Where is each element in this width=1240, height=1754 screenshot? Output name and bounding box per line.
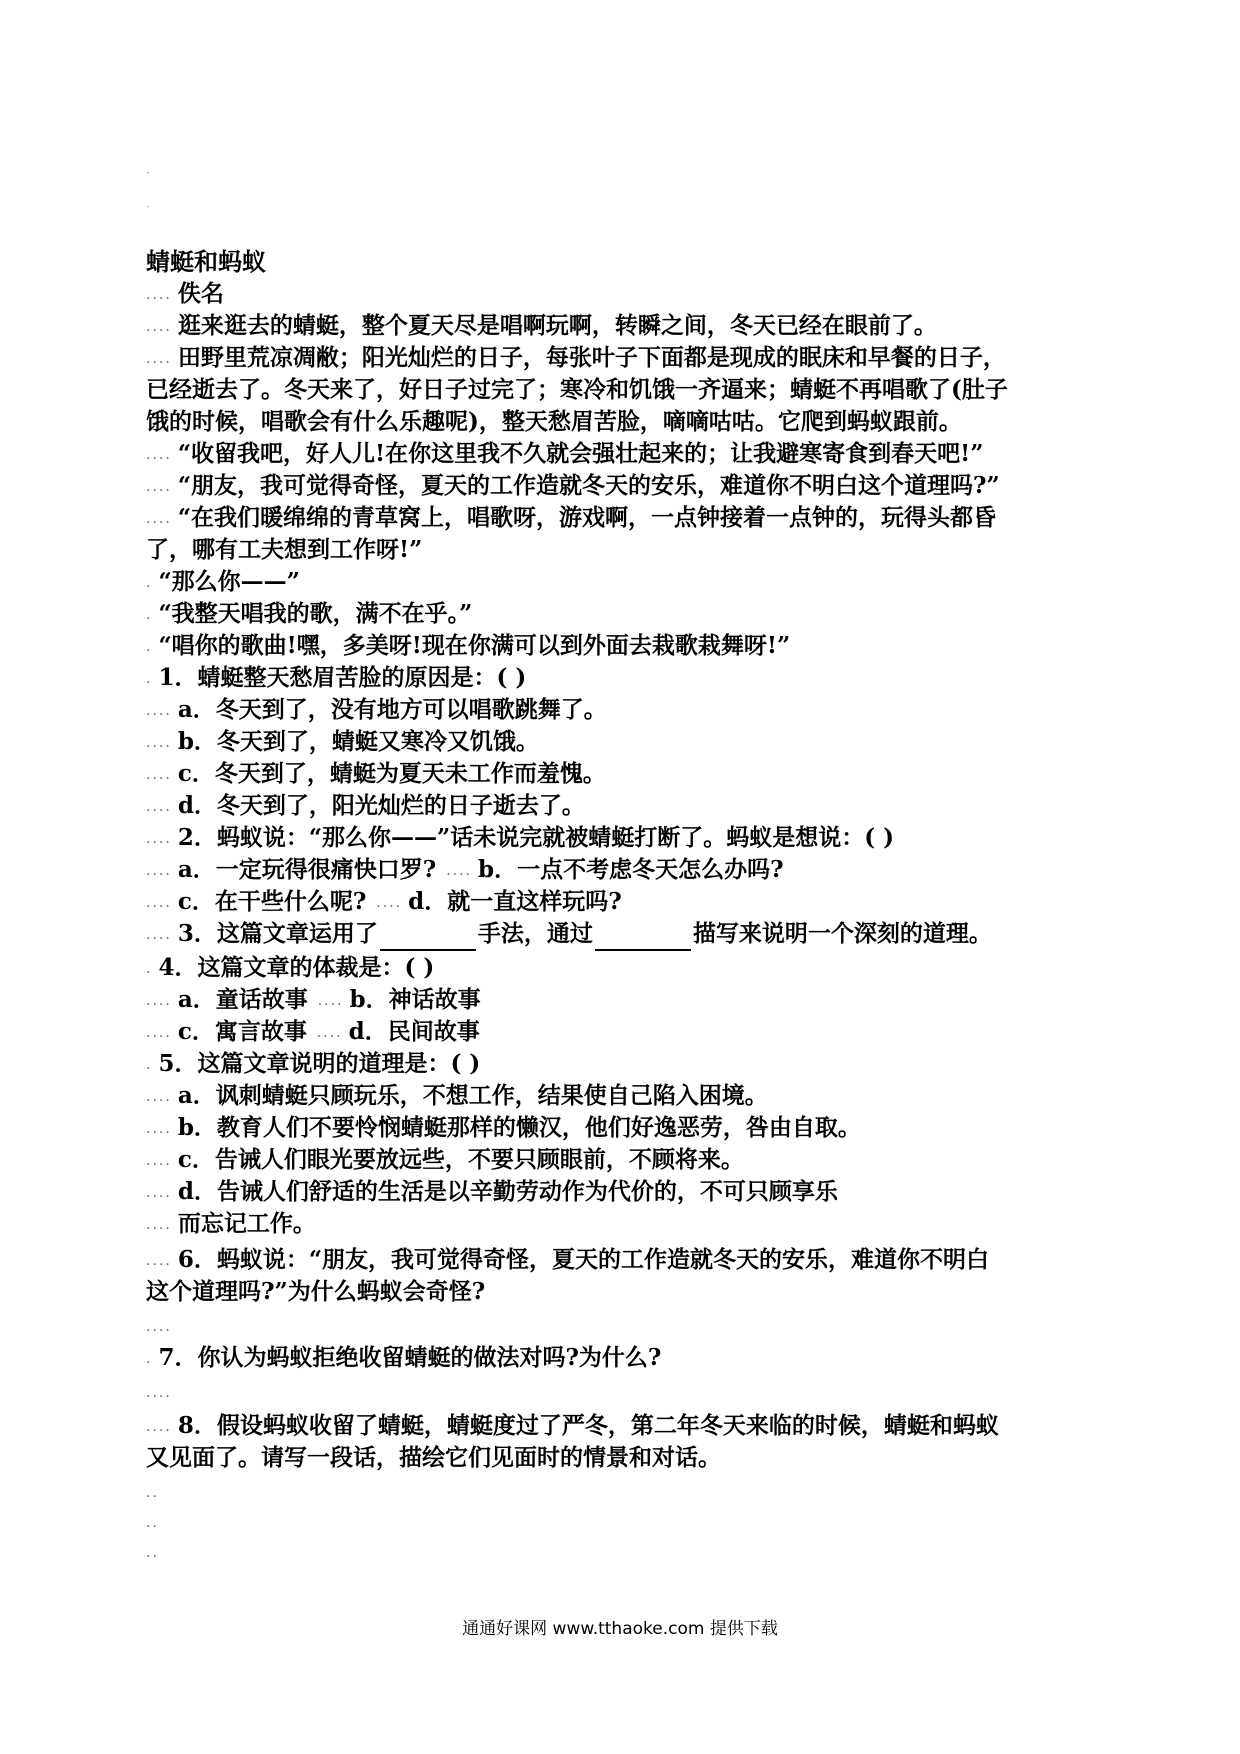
stray-mark: · xyxy=(146,166,150,180)
question-4-options-cd: .... c．寓言故事 .... d．民间故事 xyxy=(146,1018,480,1045)
question-4-option-a: a．童话故事 xyxy=(177,986,308,1013)
question-1-option-d: .... d．冬天到了，阳光灿烂的日子逝去了。 xyxy=(146,792,585,819)
question-2-option-d: d．就一直这样玩吗? xyxy=(408,888,622,915)
question-8-stem-cont: 又见面了。请写一段话，描绘它们见面时的情景和对话。 xyxy=(146,1444,721,1471)
question-2-options-ab: .... a．一定玩得很痛快口罗? .... b．一点不考虑冬天怎么办吗? xyxy=(146,856,784,883)
story-paragraph: .... 田野里荒凉凋敝；阳光灿烂的日子，每张叶子下面都是现成的眠床和早餐的日子， xyxy=(146,344,1006,371)
question-7-stem: . 7．你认为蚂蚁拒绝收留蜻蜓的做法对吗?为什么? xyxy=(146,1344,662,1371)
question-1-option-b: .... b．冬天到了，蜻蜓又寒冷又饥饿。 xyxy=(146,728,539,755)
question-8-answer-space[interactable]: .. xyxy=(146,1515,159,1531)
story-dialogue: . “唱你的歌曲!嘿，多美呀!现在你满可以到外面去栽歌栽舞呀!” xyxy=(146,632,791,659)
question-2-stem: .... 2．蚂蚁说：“那么你——”话未说完就被蜻蜓打断了。蚂蚁是想说：( ) xyxy=(146,824,895,851)
question-5-option-d-cont: .... 而忘记工作。 xyxy=(146,1210,316,1237)
story-dialogue: . “那么你——” xyxy=(146,568,300,595)
question-2-option-c: c．在干些什么呢? xyxy=(177,888,367,915)
question-8-answer-space[interactable]: .. xyxy=(146,1545,159,1561)
story-paragraph: .... 逛来逛去的蜻蜓，整个夏天尽是唱啊玩啊，转瞬之间，冬天已经在眼前了。 xyxy=(146,312,937,339)
question-1-option-a: .... a．冬天到了，没有地方可以唱歌跳舞了。 xyxy=(146,696,607,723)
stray-mark: · xyxy=(146,200,150,214)
question-3-stem: .... 3．这篇文章运用了 手法，通过 描写来说明一个深刻的道理。 xyxy=(146,918,992,951)
question-8-answer-space[interactable]: .. xyxy=(146,1485,159,1501)
question-4-option-d: d．民间故事 xyxy=(348,1018,480,1045)
question-7-answer-space[interactable]: .... xyxy=(146,1385,172,1401)
question-2-option-b: b．一点不考虑冬天怎么办吗? xyxy=(478,856,784,883)
question-4-options-ab: .... a．童话故事 .... b．神话故事 xyxy=(146,986,481,1013)
story-paragraph: 已经逝去了。冬天来了，好日子过完了；寒冷和饥饿一齐逼来；蜻蜓不再唱歌了(肚子 xyxy=(146,376,1008,403)
question-6-stem-cont: 这个道理吗?”为什么蚂蚁会奇怪? xyxy=(146,1278,486,1305)
question-1-option-c: .... c．冬天到了，蜻蜓为夏天未工作而羞愧。 xyxy=(146,760,606,787)
question-5-option-c: .... c．告诫人们眼光要放远些，不要只顾眼前，不顾将来。 xyxy=(146,1146,744,1173)
question-5-stem: . 5．这篇文章说明的道理是：( ) xyxy=(146,1050,481,1077)
question-3-blank-1[interactable] xyxy=(380,927,476,951)
question-2-options-cd: .... c．在干些什么呢? .... d．就一直这样玩吗? xyxy=(146,888,622,915)
question-5-option-b: .... b．教育人们不要怜悯蜻蜓那样的懒汉，他们好逸恶劳，咎由自取。 xyxy=(146,1114,861,1141)
story-author: .... 佚名 xyxy=(146,280,224,307)
question-6-stem: .... 6．蚂蚁说：“朋友，我可觉得奇怪，夏天的工作造就冬天的安乐，难道你不明白 xyxy=(146,1246,990,1273)
question-4-option-b: b．神话故事 xyxy=(349,986,481,1013)
story-dialogue: 了，哪有工夫想到工作呀!” xyxy=(146,536,423,563)
story-dialogue: .... “朋友，我可觉得奇怪，夏天的工作造就冬天的安乐，难道你不明白这个道理吗?” xyxy=(146,472,1000,499)
question-5-option-d: .... d．告诫人们舒适的生活是以辛勤劳动作为代价的，不可只顾享乐 xyxy=(146,1178,838,1205)
question-4-stem: . 4．这篇文章的体裁是：( ) xyxy=(146,954,435,981)
story-dialogue: .... “收留我吧，好人儿!在你这里我不久就会强壮起来的；让我避寒寄食到春天吧!” xyxy=(146,440,984,467)
question-5-option-a: .... a．讽刺蜻蜓只顾玩乐，不想工作，结果使自己陷入困境。 xyxy=(146,1082,768,1109)
question-2-option-a: a．一定玩得很痛快口罗? xyxy=(177,856,437,883)
question-1-stem: . 1．蜻蜓整天愁眉苦脸的原因是：( ) xyxy=(146,664,527,691)
story-paragraph: 饿的时候，唱歌会有什么乐趣呢)，整天愁眉苦脸，嘀嘀咕咕。它爬到蚂蚁跟前。 xyxy=(146,408,962,435)
question-8-stem: .... 8．假设蚂蚁收留了蜻蜓，蜻蜓度过了严冬，第二年冬天来临的时候，蜻蜓和蚂蚁 xyxy=(146,1412,999,1439)
page-footer: 通通好课网 www.tthaoke.com 提供下载 xyxy=(462,1619,778,1639)
story-dialogue: . “我整天唱我的歌，满不在乎。” xyxy=(146,600,473,627)
question-4-option-c: c．寓言故事 xyxy=(177,1018,307,1045)
question-6-answer-space[interactable]: .... xyxy=(146,1319,172,1335)
story-title: 蜻蜓和蚂蚁 xyxy=(146,247,266,276)
story-dialogue: .... “在我们暖绵绵的青草窝上，唱歌呀，游戏啊，一点钟接着一点钟的，玩得头都昏 xyxy=(146,504,997,531)
question-3-blank-2[interactable] xyxy=(595,927,691,951)
